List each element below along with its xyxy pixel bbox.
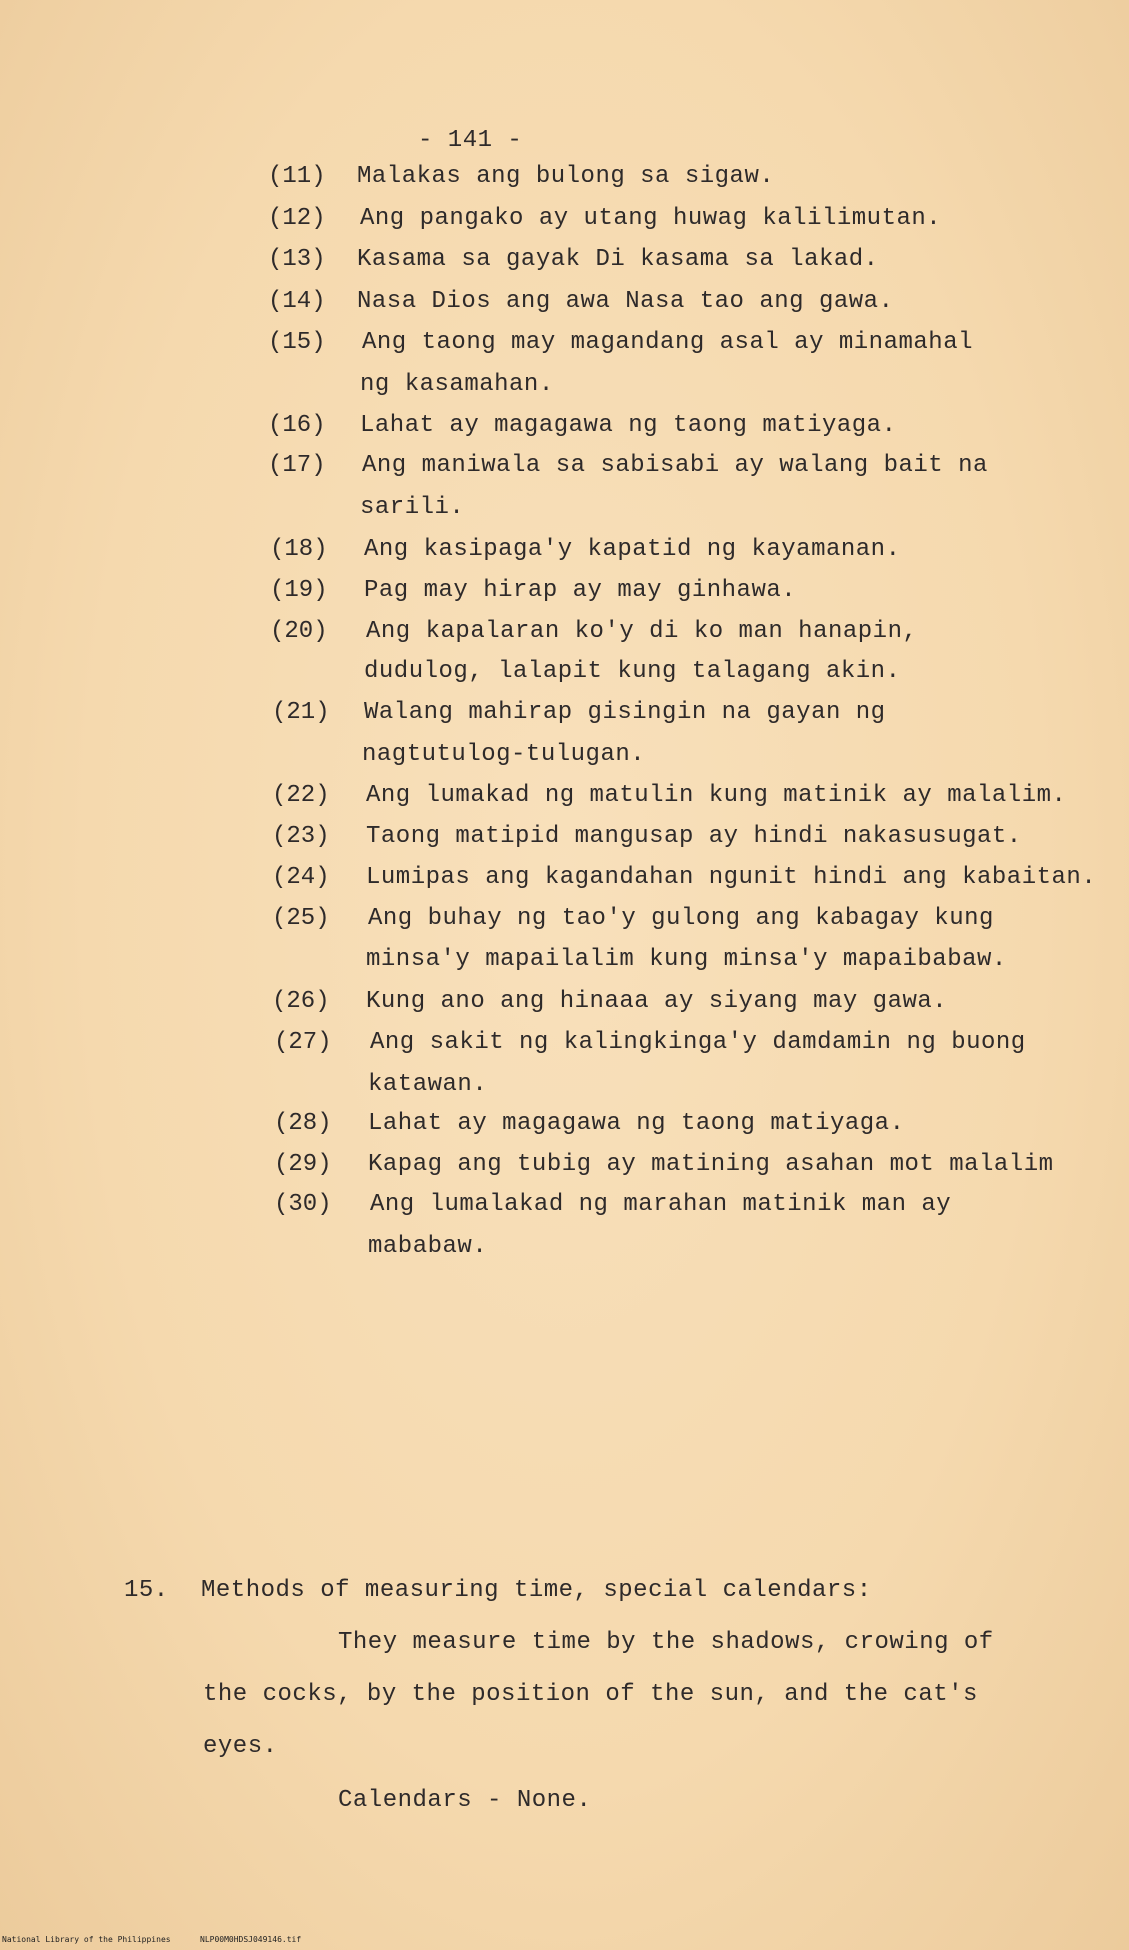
proverb-line: Ang kasipaga'y kapatid ng kayamanan. xyxy=(364,536,901,563)
proverb-number: (12) xyxy=(268,205,326,232)
proverb-line: mababaw. xyxy=(368,1233,488,1260)
proverb-number: (18) xyxy=(270,536,328,563)
proverb-line: Malakas ang bulong sa sigaw. xyxy=(357,163,775,190)
proverb-number: (15) xyxy=(268,329,326,356)
proverb-number: (26) xyxy=(272,988,330,1015)
proverb-number: (19) xyxy=(270,577,328,604)
file-footer: NLP00M0HDSJ049146.tif xyxy=(200,1935,302,1944)
proverb-line: Ang maniwala sa sabisabi ay walang bait na xyxy=(362,452,988,479)
proverb-line: Ang lumakad ng matulin kung matinik ay malalim. xyxy=(366,782,1067,809)
proverb-line: Ang taong may magandang asal ay minamahal xyxy=(362,329,973,356)
proverb-number: (21) xyxy=(272,699,330,726)
proverb-number: (14) xyxy=(268,288,326,315)
proverb-line: Kasama sa gayak Di kasama sa lakad. xyxy=(357,246,879,273)
page-number: - 141 - xyxy=(418,127,523,154)
proverb-number: (28) xyxy=(274,1110,332,1137)
proverb-line: Ang sakit ng kalingkinga'y damdamin ng buong xyxy=(370,1029,1026,1056)
proverb-line: Pag may hirap ay may ginhawa. xyxy=(364,577,797,604)
proverb-line: minsa'y mapailalim kung minsa'y mapaibabaw. xyxy=(366,946,1007,973)
proverb-number: (13) xyxy=(268,246,326,273)
proverb-line: Kapag ang tubig ay matining asahan mot malalim xyxy=(368,1151,1054,1178)
proverb-line: ng kasamahan. xyxy=(360,371,554,398)
proverb-line: Walang mahirap gisingin na gayan ng xyxy=(364,699,886,726)
proverb-line: Ang kapalaran ko'y di ko man hanapin, xyxy=(366,618,918,645)
section-body-line: eyes. xyxy=(203,1733,278,1760)
proverb-number: (22) xyxy=(272,782,330,809)
calendars-line: Calendars - None. xyxy=(338,1787,592,1814)
proverb-line: nagtutulog-tulugan. xyxy=(362,741,646,768)
library-footer: National Library of the Philippines xyxy=(2,1935,171,1944)
proverb-line: Nasa Dios ang awa Nasa tao ang gawa. xyxy=(357,288,894,315)
section-number: 15. xyxy=(124,1577,169,1604)
proverb-line: Taong matipid mangusap ay hindi nakasusugat. xyxy=(366,823,1022,850)
proverb-line: Ang lumalakad ng marahan matinik man ay xyxy=(370,1191,952,1218)
proverb-number: (27) xyxy=(274,1029,332,1056)
proverb-line: Ang pangako ay utang huwag kalilimutan. xyxy=(360,205,942,232)
proverb-number: (11) xyxy=(268,163,326,190)
proverb-number: (17) xyxy=(268,452,326,479)
proverb-line: katawan. xyxy=(368,1071,488,1098)
proverb-number: (16) xyxy=(268,412,326,439)
proverb-line: Lahat ay magagawa ng taong matiyaga. xyxy=(368,1110,905,1137)
section-body-line: the cocks, by the position of the sun, and the cat's xyxy=(203,1681,978,1708)
proverb-line: dudulog, lalapit kung talagang akin. xyxy=(364,658,901,685)
proverb-line: Ang buhay ng tao'y gulong ang kabagay kung xyxy=(368,905,994,932)
proverb-number: (25) xyxy=(272,905,330,932)
proverb-number: (24) xyxy=(272,864,330,891)
proverb-number: (23) xyxy=(272,823,330,850)
section-body-line: They measure time by the shadows, crowing of xyxy=(338,1629,994,1656)
proverb-line: Lahat ay magagawa ng taong matiyaga. xyxy=(360,412,897,439)
proverb-line: Kung ano ang hinaaa ay siyang may gawa. xyxy=(366,988,948,1015)
section-heading: Methods of measuring time, special calendars: xyxy=(201,1577,872,1604)
proverb-line: sarili. xyxy=(360,494,465,521)
proverb-number: (20) xyxy=(270,618,328,645)
proverb-number: (30) xyxy=(274,1191,332,1218)
proverb-number: (29) xyxy=(274,1151,332,1178)
proverb-line: Lumipas ang kagandahan ngunit hindi ang kabaitan. xyxy=(366,864,1097,891)
